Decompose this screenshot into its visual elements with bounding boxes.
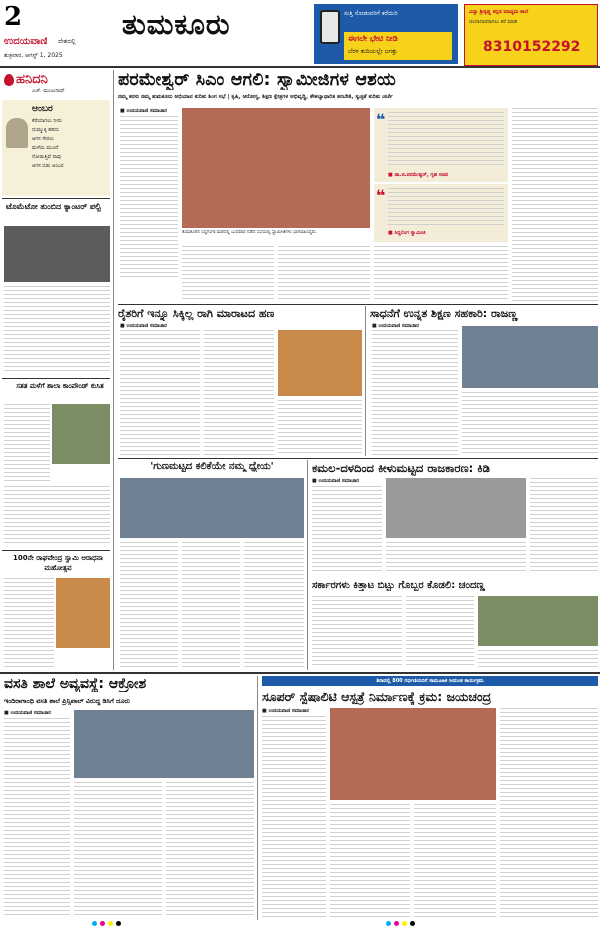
- hospital-headline: ಸೂಪರ್ ಸ್ಪೆಷಾಲಿಟಿ ಆಸ್ಪತ್ರೆ ನಿರ್ಮಾಣಕ್ಕೆ ಕ್ರಮ: ಜಯಚಂದ್ರ: [262, 689, 492, 704]
- ragi-text-3: [278, 400, 362, 456]
- hospital-text-3: [414, 804, 496, 918]
- story2-photo: [52, 404, 110, 464]
- kamala-text: [312, 486, 382, 574]
- lead-column-4: [374, 246, 508, 302]
- paper-sub: ದೇಶದಲ್ಲಿ: [58, 38, 76, 45]
- poem-line: ಆಗಸ ಸೇರಲು: [32, 136, 55, 142]
- ad-middle: [314, 4, 458, 64]
- story2-text: [4, 404, 50, 484]
- story3-text: [4, 578, 54, 668]
- hostel-photo: [74, 710, 254, 778]
- brand-name: ಹನಿದನಿ: [16, 72, 48, 87]
- lead-column-5: [512, 108, 598, 302]
- ragi-byline: ■ ಉದಯವಾಣಿ ಸಮಾಚಾರ: [120, 323, 167, 329]
- ragi-text: [120, 330, 200, 456]
- story3-photo: [56, 578, 110, 648]
- quality-photo: [120, 478, 304, 538]
- ragi-headline: ರೈತರಿಗೆ ಇನ್ನೂ ಸಿಕ್ಕಿಲ್ಲ ರಾಗಿ ಮಾರಾಟದ ಹಣ: [118, 307, 275, 320]
- story1-text: [4, 286, 110, 374]
- quote-box-2: [374, 184, 508, 242]
- quality-text: [120, 542, 178, 668]
- hospital-photo: [330, 708, 496, 800]
- story2-text-more: [4, 486, 110, 546]
- ragi-text-2: [204, 330, 274, 456]
- hospital-text-2: [330, 804, 410, 918]
- hostel-subhead: ಇಂದಿರಾಗಾಂಧಿ ವಸತಿ ಶಾಲೆ ಪ್ರಿನ್ಸಿಪಾಲ್ ವಿರುದ್ಧ ಡಿಸಿಗೆ ದೂರು: [4, 697, 130, 705]
- dateline: ಶುಕ್ರವಾರ, ಆಗಸ್ಟ್ 1, 2025: [4, 52, 63, 59]
- lead-column-1: [120, 116, 178, 278]
- poem-line: ನೋಡುತ್ತಿವೆ ನಾವು: [32, 154, 62, 160]
- lead-subhead: ನಮ್ಮ ಕನಸು ನಮ್ಮ ತುಮಕೂರು ಅಭಿಯಾನ ಕುರಿತು ಶಿಂಗ ಸಭೆ | ಕೃಷಿ, ಆರೋಗ್ಯ, ಶಿಕ್ಷಣ ಕ್ಷೇತ್ರಗಳ ಅಭಿವೃದ್ಧಿ, ಕೌಶಲ್ಯಾಧಾರಿತ ತರಬೇತಿ, ಸ್ವಚ್ಛತೆ ಕುರಿತು ಚರ್ಚೆ: [118, 94, 393, 100]
- lead-byline: ■ ಉದಯವಾಣಿ ಸಮಾಚಾರ: [120, 108, 167, 114]
- hostel-byline: ■ ಉದಯವಾಣಿ ಸಮಾಚಾರ: [4, 710, 51, 716]
- poem-line: ಆಗಸ ಬಿಡು ಆಂಬರ: [32, 163, 64, 169]
- phone-icon: [320, 10, 340, 44]
- hospital-byline: ■ ಉದಯವಾಣಿ ಸಮಾಚಾರ: [262, 708, 309, 714]
- ragi-photo: [278, 330, 362, 396]
- hostel-text-3: [166, 782, 254, 918]
- ad-phone-number: 8310152292: [483, 39, 581, 55]
- edu-headline: ಸಾಧನೆಗೆ ಉನ್ನತ ಶಿಕ್ಷಣ ಸಹಕಾರಿ: ರಾಜಣ್ಣ: [370, 307, 518, 320]
- quality-text-2: [182, 542, 240, 668]
- portrait: [6, 118, 28, 148]
- quote-credit: ■ ಸಿದ್ದಲಿಂಗ ಸ್ವಾಮೀಜಿ: [388, 230, 426, 236]
- story2-title: ಸತತ ಮಳೆಗೆ ಶಾಲಾ ಕಾಂಪೌಂಡ್ ಕುಸಿತ: [16, 382, 104, 390]
- quote-icon: ❝: [376, 186, 386, 205]
- hospital-kicker: ಶಿರಾದಲ್ಲಿ 800 ಗರ್ಭಿಣಿಯರಿಗೆ ಸಾಮೂಹಿಕ ಸೀಮಂತ ಕಾರ್ಯಕ್ರಮ: [376, 678, 484, 684]
- quote-box-1: [374, 108, 508, 182]
- sarkar-text-3: [478, 650, 598, 668]
- hostel-text: [4, 718, 70, 918]
- left-column: [2, 70, 112, 670]
- sarkar-headline: ಸರ್ಕಾರಗಳು ಕಿತ್ತಾಟ ಬಿಟ್ಟು ಗೊಬ್ಬರ ಕೊಡಲಿ: ಚಂದಣ್ಣ: [312, 580, 485, 591]
- sarkar-text-2: [406, 596, 474, 668]
- lead-photo: [182, 108, 370, 228]
- quality-headline: 'ಗುಣಮಟ್ಟದ ಕಲಿಕೆಯೇ ನಮ್ಮ ಧ್ಯೇಯ': [150, 461, 274, 472]
- poem-line: ಮಳೆಯ ಮುಂದೆ: [32, 145, 59, 151]
- section-title: ತುಮಕೂರು: [122, 8, 231, 41]
- drop-icon: [4, 74, 14, 86]
- hospital-kicker-bar: [262, 676, 598, 686]
- paper-name: ಉದಯವಾಣಿ: [4, 36, 48, 47]
- poem-title: ಆಂಬರ: [32, 104, 53, 114]
- poem-line: ಧುಮ್ಮುಕ್ಕಿ ಹರಿದು: [32, 127, 60, 133]
- sarkar-photo: [478, 596, 598, 646]
- kamala-text-3: [530, 478, 598, 574]
- hostel-text-2: [74, 782, 162, 918]
- ad-middle-line2: ಬೆರಳ ತುದಿಯಲ್ಲೇ ಜಗತ್ತು: [348, 48, 398, 55]
- ad-right-line1: ವಿದ್ಯಾ ಶ್ರೀಕೃಷ್ಣ ಕನ್ನಡ ಮಾಧ್ಯಮ ಶಾಲೆ: [469, 9, 529, 15]
- page-number: 2: [4, 2, 23, 32]
- edu-photo: [462, 326, 598, 388]
- poem-line: ಕೆರೆಯಾಗಲು ನೀರು: [32, 118, 62, 124]
- kamala-text-2: [386, 542, 526, 574]
- kamala-byline: ■ ಉದಯವಾಣಿ ಸಮಾಚಾರ: [312, 478, 359, 484]
- hostel-headline: ವಸತಿ ಶಾಲೆ ಅವ್ಯವಸ್ಥೆ: ಆಕ್ರೋಶ: [4, 676, 147, 692]
- edu-text-2: [462, 392, 598, 456]
- quote-icon: ❝: [376, 110, 386, 129]
- kamala-photo: [386, 478, 526, 538]
- edu-text: [372, 330, 458, 456]
- story1-title: ಟೊಮೆಟೋ ತುಂಬಿದ ಕ್ಯಾಂಟರ್ ಪಲ್ಟಿ: [6, 202, 101, 211]
- quality-text-3: [244, 542, 304, 668]
- hospital-text-4: [500, 708, 598, 918]
- kamala-headline: ಕಮಲ-ದಳದಿಂದ ಕೀಳುಮಟ್ಟದ ರಾಜಕಾರಣ: ಕಿಡಿ: [312, 461, 490, 475]
- masthead: [0, 0, 600, 68]
- ad-right: [464, 4, 598, 66]
- ad-right-line2: ಚಂದಾದಾರರಾಗಲು ಕರೆ ಮಾಡಿ: [469, 19, 518, 25]
- story1-photo: [4, 226, 110, 282]
- poem-box: [2, 100, 110, 196]
- story3-title: 100ನೇ ರಾಘವೇಂದ್ರ ಸ್ವಾಮಿ ಆರಾಧನಾ ಮಹೋತ್ಸವ: [12, 554, 104, 572]
- registration-marks: [92, 921, 512, 927]
- quote-credit: ■ ಡಾ.ಜಿ.ಪರಮೇಶ್ವರ್, ಗೃಹ ಸಚಿವ: [388, 172, 449, 178]
- ad-middle-line1: ಈಗಲೇ ಭೇಟಿ ನೀಡಿ: [348, 34, 398, 43]
- lead-photo-caption: ತುಮಕೂರಿನ ಸಿದ್ದಗಂಗಾ ಮಠದಲ್ಲಿ ಬುಧವಾರ ನಡೆದ ಸಭೆಯಲ್ಲಿ ಸ್ವಾಮೀಜಿಗಳು ಭಾಗವಹಿಸಿದ್ದರು.: [182, 230, 318, 235]
- hospital-text: [262, 716, 326, 918]
- brand-logo: [2, 72, 110, 88]
- lead-column-2: [182, 246, 274, 302]
- lead-column-3: [278, 246, 370, 302]
- sarkar-text: [312, 596, 402, 668]
- ad-middle-top: ಸುತ್ತಿ ಸೋಡುವರಿಗೆ ಕರೆಯಿರಿ: [344, 10, 398, 17]
- brand-author: ಎಚ್. ಮಂಜುನಾಥ್: [32, 88, 65, 94]
- lead-headline: ಪರಮೇಶ್ವರ್ ಸಿಎಂ ಆಗಲಿ: ಸ್ವಾಮೀಜಿಗಳ ಆಶಯ: [118, 70, 396, 90]
- edu-byline: ■ ಉದಯವಾಣಿ ಸಮಾಚಾರ: [372, 323, 419, 329]
